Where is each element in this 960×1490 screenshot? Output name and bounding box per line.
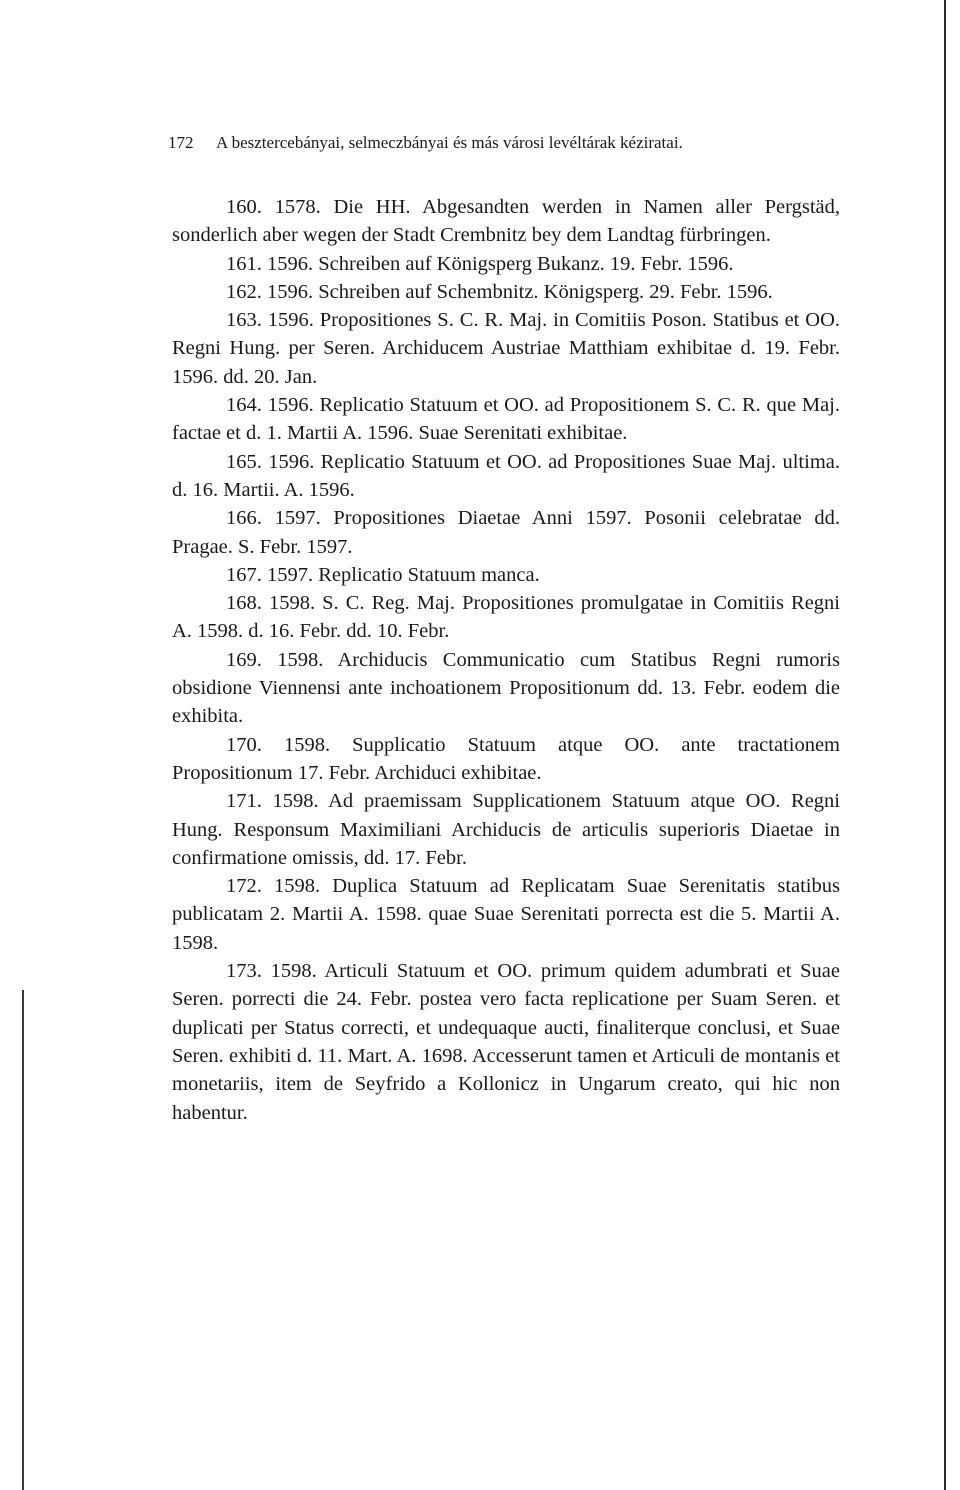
entry-164: 164. 1596. Replicatio Statuum et OO. ad Propositionem S. C. R. que Maj. factae et d. 1. Martii A. 1596. Suae Serenitati exhibitae. xyxy=(172,394,840,445)
entry-161: 161. 1596. Schreiben auf Königsperg Bukanz. 19. Febr. 1596. xyxy=(226,252,734,275)
entry-160: 160. 1578. Die HH. Abgesandten werden in Namen aller Pergstäd, sonderlich aber wegen der Stadt Crembnitz bey dem Landtag fürbringen. xyxy=(172,196,840,247)
entry-167: 167. 1597. Replicatio Statuum manca. xyxy=(226,563,540,586)
running-head xyxy=(168,132,848,154)
entry-163: 163. 1596. Propositiones S. C. R. Maj. in Comitiis Poson. Statibus et OO. Regni Hung. per Seren. Archiducem Austriae Matthiam exhibitae d. 19. Febr. 1596. dd. 20. Jan. xyxy=(172,309,840,388)
entry-173: 173. 1598. Articuli Statuum et OO. primum quidem adumbrati et Suae Seren. porrecti die 24. Febr. postea vero facta replicatione per Suam Seren. et duplicati per Status correcti, et undequaque aucti, finaliterque conclusi, et Suae Seren. exhibiti d. 11. Mart. A. 1698. Accesserunt tamen et Articuli de montanis et monetariis, item de Seyfrido a Kollonicz in Ungarum creato, qui hic non habentur. xyxy=(172,960,840,1124)
entry-169: 169. 1598. Archiducis Communicatio cum Statibus Regni rumoris obsidione Viennensi ante inchoationem Propositionum dd. 13. Febr. eodem die exhibita. xyxy=(172,648,840,728)
page-edge-right xyxy=(944,0,946,1490)
entry-165: 165. 1596. Replicatio Statuum et OO. ad Propositiones Suae Maj. ultima. d. 16. Martii. A. 1596. xyxy=(172,450,840,501)
entry-166: 166. 1597. Propositiones Diaetae Anni 1597. Posonii celebratae dd. Pragae. S. Febr. 1597. xyxy=(172,507,840,558)
entry-162: 162. 1596. Schreiben auf Schembnitz. Königsperg. 29. Febr. 1596. xyxy=(226,280,773,303)
page-number: 172 xyxy=(168,133,194,152)
page-edge-left xyxy=(22,990,24,1490)
entry-171: 171. 1598. Ad praemissam Supplicationem Statuum atque OO. Regni Hung. Responsum Maximiliani Archiducis de articulis superioris Diaetae in confirmatione omissis, dd. 17. Febr. xyxy=(172,790,840,869)
body-text xyxy=(172,193,840,1127)
entry-172: 172. 1598. Duplica Statuum ad Replicatam Suae Serenitatis statibus publicatam 2. Martii A. 1598. quae Suae Serenitati porrecta est die 5. Martii A. 1598. xyxy=(172,875,840,954)
entry-170: 170. 1598. Supplicatio Statuum atque OO. ante tractationem Propositionum 17. Febr. Archiduci exhibitae. xyxy=(172,733,840,784)
running-title: A besztercebányai, selmeczbányai és más városi levéltárak kéziratai. xyxy=(216,133,683,152)
entry-168: 168. 1598. S. C. Reg. Maj. Propositiones promulgatae in Comitiis Regni A. 1598. d. 16. Febr. dd. 10. Febr. xyxy=(172,592,840,643)
